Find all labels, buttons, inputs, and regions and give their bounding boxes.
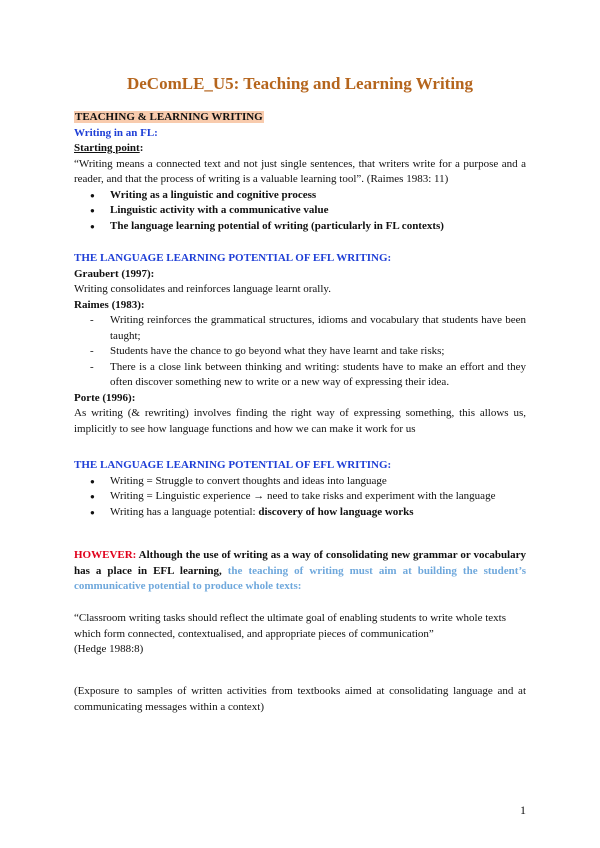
raimes-list xyxy=(74,313,526,391)
potential-heading-2: THE LANGUAGE LEARNING POTENTIAL OF EFL WRITING: xyxy=(74,459,392,471)
however-blue-text: the teaching of writing must aim at building the student’s communicative potential to produce whole texts: xyxy=(74,564,526,592)
potential-bullet-list xyxy=(74,474,526,521)
list-item: ● Writing = Struggle to convert thoughts and ideas into language xyxy=(74,474,526,490)
list-item-text: Writing has a language potential: xyxy=(110,505,259,518)
porte-text: As writing (& rewriting) involves finding the right way of expressing something, this allows us, implicitly to see how language functions and how we can make it work for us xyxy=(74,407,526,435)
list-item: ● The language learning potential of writing (particularly in FL contexts) xyxy=(74,219,526,235)
graubert-text: Writing consolidates and reinforces language learnt orally. xyxy=(74,283,331,295)
list-item: - Students have the chance to go beyond what they have learnt and take risks; xyxy=(74,344,526,360)
document-title: DeComLE_U5: Teaching and Learning Writing xyxy=(126,74,474,93)
page-number: 1 xyxy=(520,803,526,817)
list-item-bold-text: discovery of how language works xyxy=(258,505,414,518)
list-item: ● Writing = Linguistic experience → need to take risks and experiment with the language xyxy=(74,489,526,505)
list-item: ● Writing as a linguistic and cognitive process xyxy=(74,188,526,204)
potential-section-2 xyxy=(74,458,526,520)
starting-point-label: Starting point xyxy=(74,142,140,154)
hedge-citation: (Hedge 1988:8) xyxy=(74,643,144,655)
potential-heading: THE LANGUAGE LEARNING POTENTIAL OF EFL WRITING: xyxy=(74,252,392,264)
however-label: HOWEVER: xyxy=(74,549,137,561)
however-paragraph xyxy=(74,548,526,595)
potential-section xyxy=(74,251,526,437)
porte-name: Porte (1996): xyxy=(74,391,136,404)
intro-section xyxy=(74,110,526,234)
starting-point-colon: : xyxy=(139,142,144,154)
however-bold-text: Although the use of writing as a way of consolidating new grammar or vocabulary has a place in EFL learning, xyxy=(74,549,526,577)
list-item: - There is a close link between thinking and writing: students have to make an effort and they often discover something new to write or a new way of expressing their idea. xyxy=(74,360,526,391)
raimes-name: Raimes (1983): xyxy=(74,298,145,311)
list-item: - Writing reinforces the grammatical structures, idioms and vocabulary that students have been taught; xyxy=(74,313,526,344)
list-item: ● Linguistic activity with a communicative value xyxy=(74,203,526,219)
graubert-name: Graubert (1997): xyxy=(74,267,155,280)
process-bullet-list xyxy=(74,188,526,235)
section-label: TEACHING & LEARNING WRITING xyxy=(75,111,263,123)
list-item xyxy=(74,505,526,521)
hedge-quote: “Classroom writing tasks should reflect the ultimate goal of enabling students to write whole texts which form connected, contextualised, and appropriate pieces of communication” xyxy=(74,612,506,640)
hedge-quote-block xyxy=(74,611,526,658)
exposure-paragraph: (Exposure to samples of written activities from textbooks aimed at consolidating language and at communicating messages within a context) xyxy=(74,685,526,713)
writing-fl-heading: Writing in an FL: xyxy=(74,126,158,139)
raimes-quote: “Writing means a connected text and not just single sentences, that writers write for a purpose and a reader, and that the process of writing is a valuable learning tool”. (Raimes 1983: 11) xyxy=(74,157,526,185)
